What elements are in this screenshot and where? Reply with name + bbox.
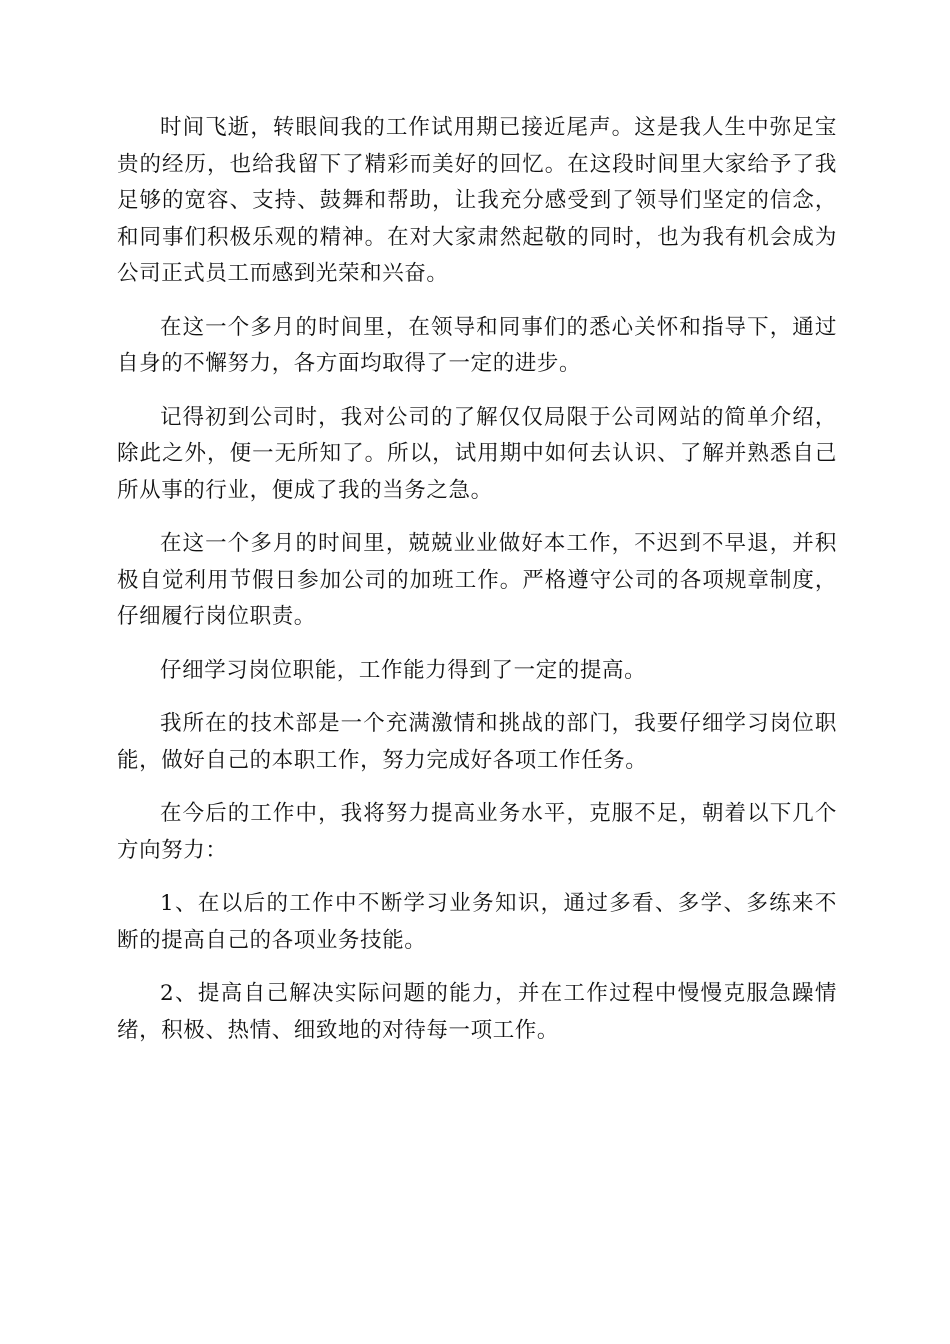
paragraph-5: 仔细学习岗位职能，工作能力得到了一定的提高。 <box>160 657 647 683</box>
paragraph-3: 记得初到公司时，我对公司的了解仅仅局限于公司网站的简单介绍，除此之外，便一无所知了。所以，试用期中如何去认识、了解并熟悉自己所从事的行业，便成了我的当务之急。 <box>117 404 837 503</box>
document-body <box>117 110 837 1066</box>
paragraph-1: 时间飞逝，转眼间我的工作试用期已接近尾声。这是我人生中弥足宝贵的经历，也给我留下了精彩而美好的回忆。在这段时间里大家给予了我足够的宽容、支持、鼓舞和帮助，让我充分感受到了领导们坚定的信念，和同事们积极乐观的精神。在对大家肃然起敬的同时，也为我有机会成为公司正式员工而感到光荣和兴奋。 <box>117 115 837 286</box>
paragraph-2: 在这一个多月的时间里，在领导和同事们的悉心关怀和指导下，通过自身的不懈努力，各方面均取得了一定的进步。 <box>117 314 837 376</box>
paragraph-7: 在今后的工作中，我将努力提高业务水平，克服不足，朝着以下几个方向努力： <box>117 801 837 863</box>
paragraph-8: 1、在以后的工作中不断学习业务知识，通过多看、多学、多练来不断的提高自己的各项业务技能。 <box>117 891 837 953</box>
paragraph-4: 在这一个多月的时间里，兢兢业业做好本工作，不迟到不早退，并积极自觉利用节假日参加公司的加班工作。严格遵守公司的各项规章制度，仔细履行岗位职责。 <box>117 531 837 629</box>
paragraph-9: 2、提高自己解决实际问题的能力，并在工作过程中慢慢克服急躁情绪，积极、热情、细致地的对待每一项工作。 <box>117 981 837 1043</box>
paragraph-6: 我所在的技术部是一个充满激情和挑战的部门，我要仔细学习岗位职能，做好自己的本职工作，努力完成好各项工作任务。 <box>117 711 837 773</box>
